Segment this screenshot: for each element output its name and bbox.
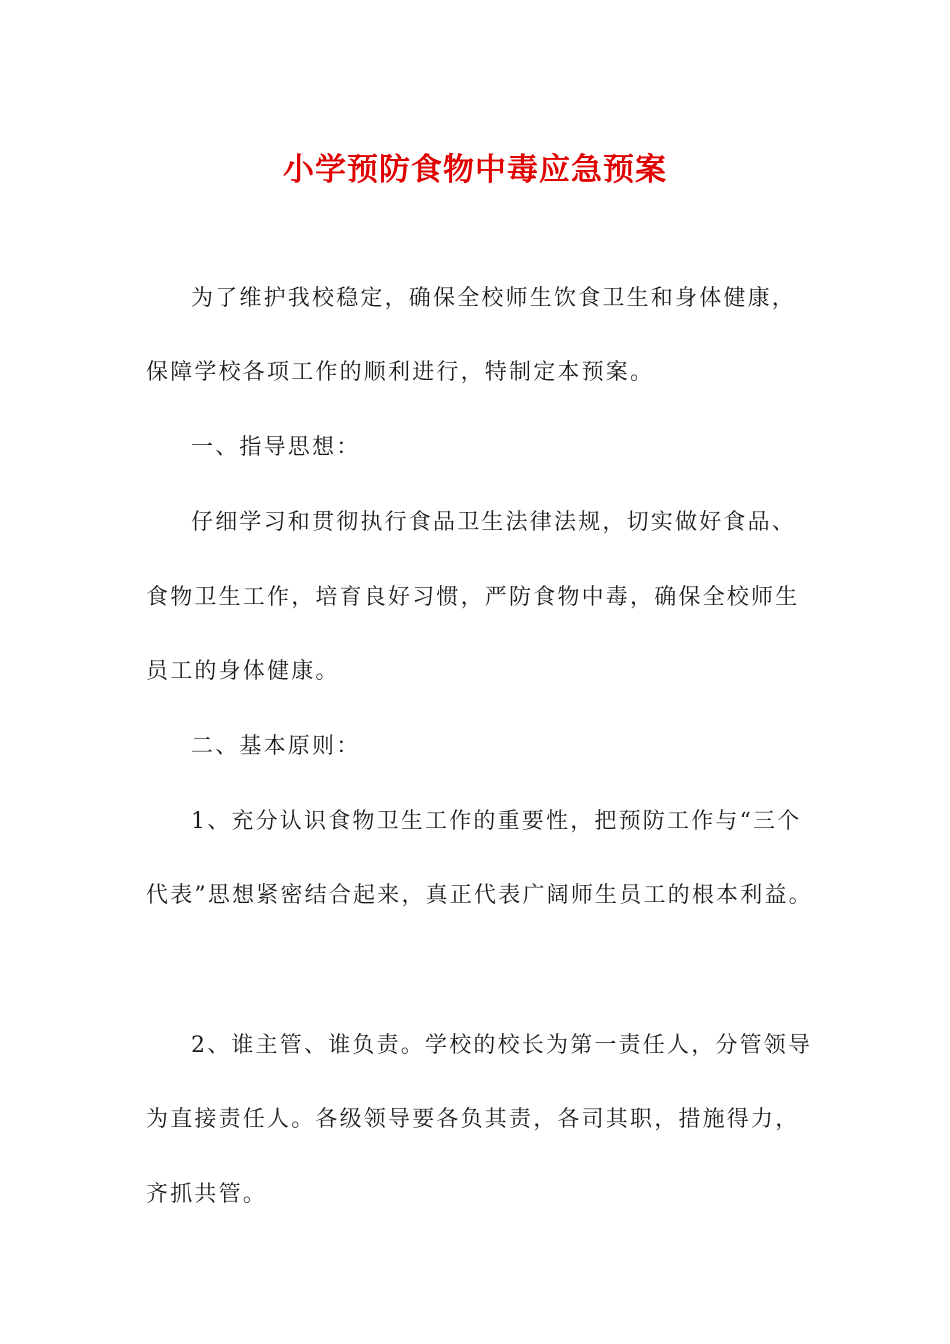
paragraph-line: 保障学校各项工作的顺利进行，特制定本预案。 [146,360,655,385]
document-title: 小学预防食物中毒应急预案 [283,152,667,188]
paragraph-line: 齐抓共管。 [146,1182,268,1207]
paragraph-line: 代表”思想紧密结合起来，真正代表广阔师生员工的根本利益。 [146,883,813,908]
paragraph-line: 1、充分认识食物卫生工作的重要性，把预防工作与“三个 [191,809,802,834]
paragraph-line: 员工的身体健康。 [146,659,340,684]
paragraph-line: 仔细学习和贯彻执行食品卫生法律法规，切实做好食品、 [191,510,797,535]
paragraph-line: 为了维护我校稳定，确保全校师生饮食卫生和身体健康， [191,286,797,311]
paragraph-line: 为直接责任人。各级领导要各负其责，各司其职，措施得力， [146,1107,800,1132]
section-heading: 二、基本原则： [191,734,361,759]
paragraph-line: 食物卫生工作，培育良好习惯，严防食物中毒，确保全校师生 [146,585,800,610]
paragraph-line: 2、谁主管、谁负责。学校的校长为第一责任人，分管领导 [191,1033,813,1058]
section-heading: 一、指导思想： [191,435,361,460]
